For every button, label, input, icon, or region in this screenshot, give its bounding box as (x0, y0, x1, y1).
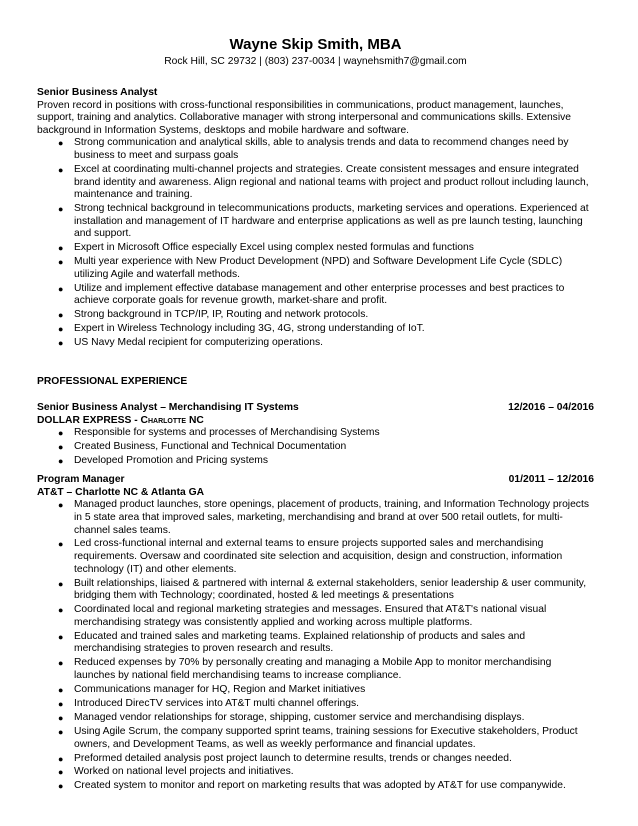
bullet-item (37, 323, 594, 336)
bullet-item (37, 604, 594, 629)
bullet-item (37, 753, 594, 766)
bullet-dot-icon: ● (58, 631, 64, 642)
candidate-name: Wayne Skip Smith, MBA (229, 36, 402, 53)
bullet-item (37, 726, 594, 751)
bullet-item (37, 578, 594, 603)
summary-bullet-list (37, 137, 594, 350)
bullet-dot-icon: ● (58, 539, 64, 550)
bullet-item (37, 309, 594, 322)
job-bullet-list (37, 499, 594, 793)
job-company: DOLLAR EXPRESS - Charlotte NC (37, 414, 204, 426)
bullet-item (37, 698, 594, 711)
bullet-item (37, 538, 594, 576)
contact-line: Rock Hill, SC 29732 | (803) 237-0034 | waynehsmith7@gmail.com (164, 56, 467, 67)
bullet-dot-icon: ● (58, 138, 64, 149)
job-entry (37, 402, 594, 468)
bullet-item (37, 203, 594, 241)
bullet-text: Strong communication and analytical skills, able to analysis trends and data to recommend changes need by business to meet and surpass goals (74, 137, 569, 161)
bullet-text: Using Agile Scrum, the company supported sprint teams, training sessions for Executive stakeholders, Product owners, and Development Teams, as well as weekly performance and financial updates. (74, 725, 578, 750)
bullet-item (37, 766, 594, 779)
bullet-text: Managed vendor relationships for storage, shipping, customer service and merchandising displays. (74, 711, 525, 723)
bullet-dot-icon: ● (58, 324, 64, 335)
experience-section-title: PROFESSIONAL EXPERIENCE (37, 376, 188, 388)
bullet-text: Led cross-functional internal and external teams to ensure projects supported sales and merchandising requirements. Oversaw and coordinated site selection and acquisition, design and construction, information technology (IT) and other elements. (74, 538, 563, 575)
bullet-dot-icon: ● (58, 712, 64, 723)
bullet-item (37, 283, 594, 308)
bullet-text: Strong technical background in telecommunications products, marketing services and operations. Experienced at installation and management of IT hardware and enterprise applications as well as pre launch testing, launching and support. (74, 203, 589, 240)
bullet-item (37, 455, 594, 468)
bullet-item (37, 631, 594, 656)
bullet-text: Built relationships, liaised & partnered with internal & external stakeholders, senior leadership & user community, bridging them with Technology; coordinated, hosted & led meetings & presentations (74, 577, 587, 602)
bullet-text: Responsible for systems and processes of Merchandising Systems (74, 427, 380, 439)
bullet-text: Strong background in TCP/IP, IP, Routing and network protocols. (74, 309, 369, 321)
bullet-dot-icon: ● (58, 767, 64, 778)
bullet-text: Excel at coordinating multi-channel projects and strategies. Create consistent messages and ensure integrated brand identity and awareness. Align regional and national teams with project and product rollout including launch, maintenance and training. (74, 163, 589, 201)
bullet-item (37, 684, 594, 697)
bullet-dot-icon: ● (58, 338, 64, 349)
bullet-text: Created Business, Functional and Technical Documentation (74, 441, 347, 453)
bullet-dot-icon: ● (58, 658, 64, 669)
bullet-item (37, 712, 594, 725)
bullet-dot-icon: ● (58, 698, 64, 709)
bullet-item (37, 242, 594, 255)
bullet-text: Managed product launches, store openings, placement of products, training, and Information Technology projects in 5 state area that improved sales, marketing, merchandising and brand at over 500 retail outlets, for multi-channel sales teams. (74, 499, 589, 536)
bullet-text: Expert in Wireless Technology including 3G, 4G, strong understanding of IoT. (74, 323, 425, 335)
bullet-item (37, 657, 594, 682)
bullet-text: Expert in Microsoft Office especially Excel using complex nested formulas and functions (74, 242, 474, 254)
bullet-item (37, 441, 594, 454)
bullet-item (37, 780, 594, 793)
bullet-text: Multi year experience with New Product Development (NPD) and Software Development Life Cycle (SDLC) utilizing Agile and waterfall methods. (74, 256, 563, 280)
bullet-text: Coordinated local and regional marketing strategies and messages. Ensured that AT&T's national visual merchandising strategy was consistently applied and working across multiple platforms. (74, 604, 547, 628)
summary-intro: Proven record in positions with cross-functional responsibilities in communications, product management, launches, support, training and analytics. Collaborative manager with strong interpersonal and communications skills. Extensive background in Information Systems, desktops and mobile hardware and software. (37, 99, 571, 136)
bullet-dot-icon: ● (58, 605, 64, 616)
bullet-dot-icon: ● (58, 428, 64, 439)
bullet-dot-icon: ● (58, 753, 64, 764)
bullet-dot-icon: ● (58, 283, 64, 294)
bullet-text: Worked on national level projects and initiatives. (74, 766, 294, 778)
bullet-dot-icon: ● (58, 684, 64, 695)
bullet-dot-icon: ● (58, 257, 64, 268)
bullet-dot-icon: ● (58, 164, 64, 175)
bullet-text: Reduced expenses by 70% by personally creating and managing a Mobile App to monitor merchandising launches by national field merchandising teams to increase compliance. (74, 657, 552, 681)
bullet-text: Introduced DirecTV services into AT&T multi channel offerings. (74, 697, 360, 709)
job-title: Senior Business Analyst – Merchandising IT Systems (37, 401, 299, 413)
bullet-dot-icon: ● (58, 442, 64, 453)
job-dates: 01/2011 – 12/2016 (508, 474, 594, 486)
bullet-text: Created system to monitor and report on marketing results that was adopted by AT&T for use companywide. (74, 780, 566, 792)
bullet-dot-icon: ● (58, 310, 64, 321)
bullet-text: US Navy Medal recipient for computerizing operations. (74, 337, 323, 349)
job-entry (37, 474, 594, 793)
bullet-text: Educated and trained sales and marketing teams. Explained relationship of products and sales and merchandising strategies to proven research and results. (74, 630, 526, 655)
bullet-dot-icon: ● (58, 781, 64, 792)
bullet-item (37, 137, 594, 162)
bullet-dot-icon: ● (58, 500, 64, 511)
bullet-text: Utilize and implement effective database management and other enterprise processes and best practices to achieve corporate goals for revenue growth, market-share and profit. (74, 282, 565, 307)
job-header (37, 402, 594, 415)
bullet-item (37, 164, 594, 202)
bullet-dot-icon: ● (58, 456, 64, 467)
job-header (37, 474, 594, 487)
job-bullet-list (37, 427, 594, 468)
job-dates: 12/2016 – 04/2016 (508, 401, 594, 413)
bullet-dot-icon: ● (58, 243, 64, 254)
bullet-dot-icon: ● (58, 204, 64, 215)
bullet-text: Developed Promotion and Pricing systems (74, 455, 269, 467)
bullet-dot-icon: ● (58, 578, 64, 589)
bullet-item (37, 256, 594, 281)
summary-title: Senior Business Analyst (37, 87, 158, 98)
bullet-dot-icon: ● (58, 726, 64, 737)
bullet-item (37, 337, 594, 350)
job-company: AT&T – Charlotte NC & Atlanta GA (37, 486, 205, 498)
bullet-item (37, 499, 594, 537)
job-title: Program Manager (37, 474, 125, 486)
bullet-item (37, 427, 594, 440)
bullet-text: Communications manager for HQ, Region and Market initiatives (74, 683, 366, 695)
bullet-text: Preformed detailed analysis post project launch to determine results, trends or changes needed. (74, 752, 512, 764)
